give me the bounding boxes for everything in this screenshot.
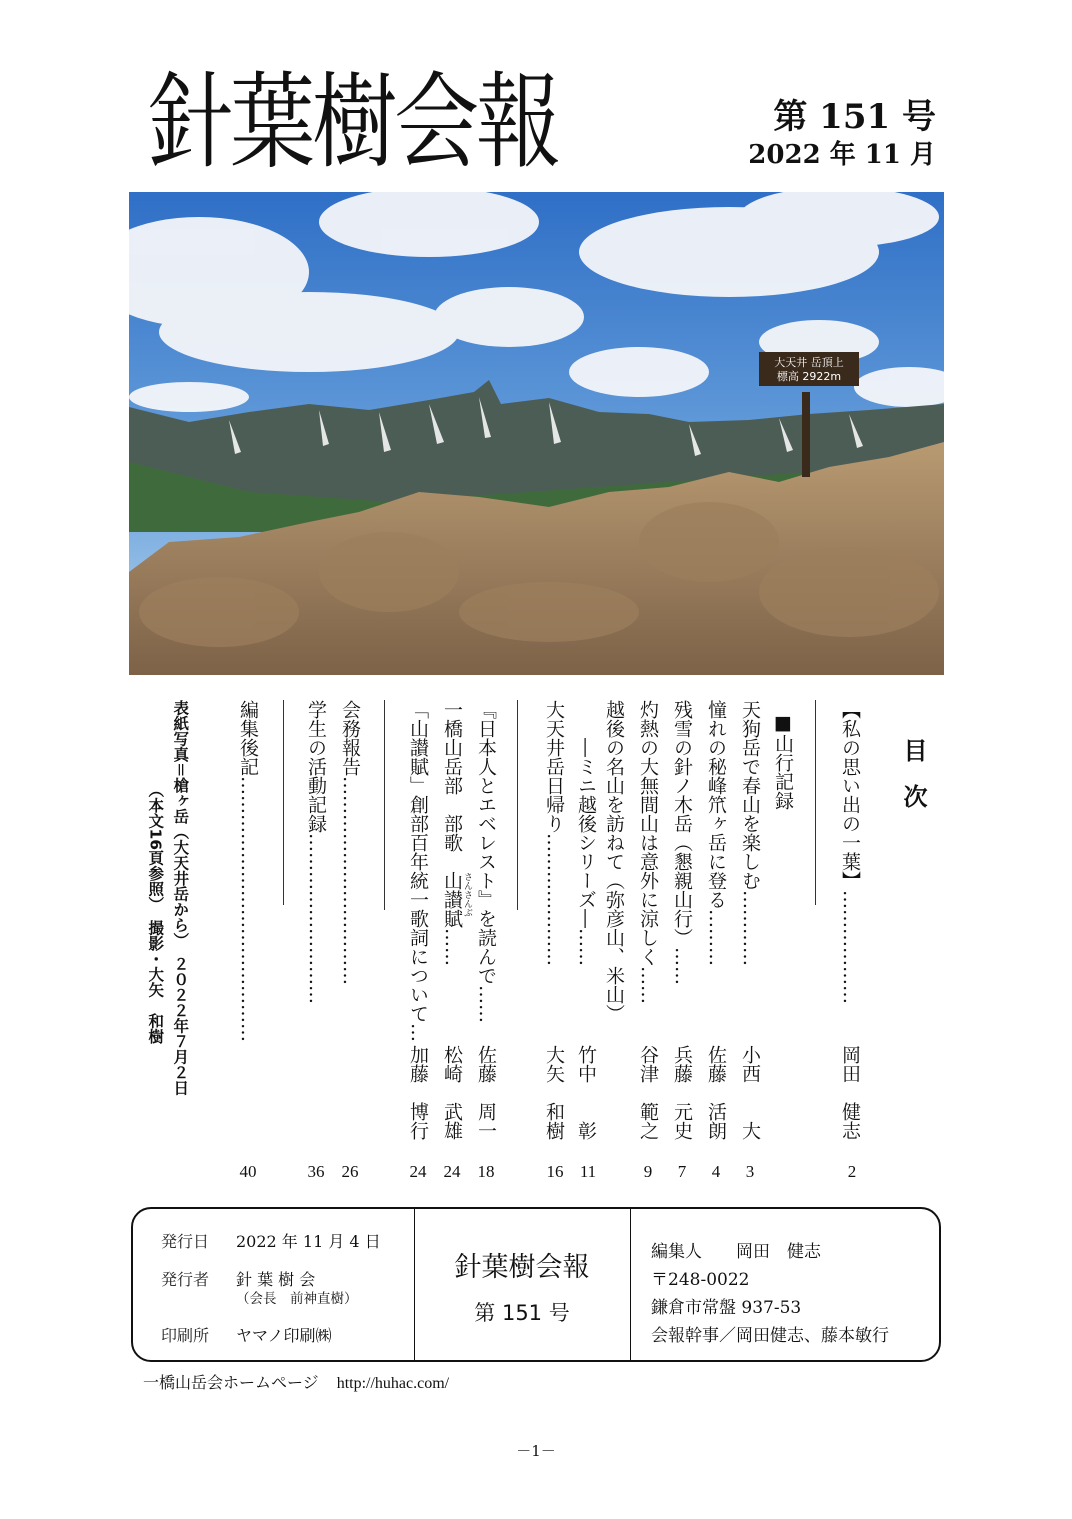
toc-page: 11 — [579, 1162, 597, 1181]
toc-author: 谷津 範之 — [637, 1045, 659, 1140]
photo-caption-line2: （本文16頁参照） 撮影・大矢 和樹 — [146, 782, 165, 1044]
homepage-line — [143, 1370, 449, 1393]
colophon-address: 鎌倉市常盤 937-53 — [651, 1298, 802, 1318]
colophon-editor: 編集人 岡田 健志 — [651, 1242, 821, 1262]
toc-divider — [283, 700, 284, 905]
toc-author: 岡田 健志 — [839, 1045, 861, 1140]
toc-page: 18 — [477, 1162, 495, 1181]
toc-divider — [517, 700, 518, 910]
toc-entry[interactable]: 一橋山岳部 部歌 山讃賦…… — [441, 700, 463, 966]
toc-entry[interactable]: 越後の名山を訪ねて（弥彦山、米山） — [603, 700, 625, 1023]
colophon-printer: 印刷所 ヤマノ印刷㈱ — [161, 1326, 332, 1345]
issue-number: 第 151 号 — [773, 97, 936, 137]
toc-entry[interactable]: 「山讃賦」創部百年統一歌詞について… — [407, 700, 429, 1042]
sign-line1: 大天井 岳頂上 — [774, 356, 844, 369]
issue-date: 2022 年 11 月 — [748, 140, 936, 170]
toc-author: 加藤 博行 — [407, 1045, 429, 1140]
page-number: －1－ — [516, 1442, 556, 1460]
toc-entry[interactable]: 会務報告…………………………… — [339, 700, 361, 985]
photo-caption-line1: 表紙写真＝槍ヶ岳（大天井岳から） ２０２２年７月２日 — [171, 700, 190, 1096]
toc-entry[interactable]: 編集後記…………………………………… — [237, 700, 259, 1042]
colophon-title: 針葉樹会報 — [454, 1252, 590, 1283]
toc-entry[interactable]: ―ミニ越後シリーズ―…… — [575, 738, 597, 966]
toc-page: 7 — [677, 1162, 687, 1181]
publication-title: 針葉樹会報 — [148, 61, 559, 183]
toc-entry[interactable]: 『日本人とエベレスト』を読んで…… — [475, 700, 497, 1023]
toc-entry[interactable]: 残雪の針ノ木岳（懇親山行）…… — [671, 700, 693, 985]
sign-line2: 標高 2922m — [776, 370, 842, 383]
toc-entry[interactable]: 学生の活動記録……………………… — [305, 700, 327, 1004]
toc-entry[interactable]: 大天井岳日帰り………………… — [543, 700, 565, 966]
colophon-issue-date: 発行日 2022 年 11 月 4 日 — [161, 1232, 381, 1251]
toc-divider — [815, 700, 816, 905]
toc-page: 16 — [546, 1162, 564, 1181]
toc-page: 36 — [307, 1162, 325, 1181]
colophon-secretaries: 会報幹事／岡田健志、藤本敏行 — [651, 1326, 889, 1346]
toc-heading: 目次 — [899, 738, 928, 830]
colophon-box — [131, 1207, 941, 1362]
toc-entry[interactable]: 【私の思い出の一葉】……………… — [839, 700, 861, 1004]
toc-page: 24 — [409, 1162, 427, 1181]
toc-author: 竹中 彰 — [575, 1045, 597, 1140]
toc-section-heading: ■山行記録 — [772, 712, 794, 810]
toc-author: 佐藤 活朗 — [705, 1045, 727, 1140]
toc-page: 40 — [239, 1162, 257, 1181]
toc-author: 佐藤 周一 — [475, 1045, 497, 1140]
colophon-issue: 第 151 号 — [474, 1301, 570, 1325]
homepage-label: 一橋山岳会ホームページ — [143, 1373, 319, 1392]
toc-page: 2 — [847, 1162, 857, 1181]
toc-divider — [384, 700, 385, 910]
toc-entry[interactable]: 憧れの秘峰笊ヶ岳に登る……… — [705, 700, 727, 966]
colophon-postal-code: 〒248-0022 — [651, 1270, 750, 1290]
toc-author: 松崎 武雄 — [441, 1045, 463, 1140]
cover-photo — [129, 192, 944, 675]
toc-page: 3 — [745, 1162, 755, 1181]
toc-entry[interactable]: 灼熱の大無間山は意外に涼しく…… — [637, 700, 659, 1004]
colophon-publisher: 発行者 針 葉 樹 会 — [161, 1270, 316, 1289]
toc-author: 小西 大 — [739, 1045, 761, 1140]
toc-author: 兵藤 元史 — [671, 1045, 693, 1140]
toc-author: 大矢 和樹 — [543, 1045, 565, 1140]
toc-page: 9 — [643, 1162, 653, 1181]
toc-entry[interactable]: 天狗岳で春山を楽しむ………… — [739, 700, 761, 966]
toc-page: 24 — [443, 1162, 461, 1181]
toc-page: 4 — [711, 1162, 721, 1181]
colophon-publisher-note: （会長 前神直樹） — [236, 1291, 358, 1307]
toc-ruby: さんさんぶ — [462, 872, 472, 917]
toc-page: 26 — [341, 1162, 359, 1181]
homepage-link[interactable]: http://huhac.com/ — [336, 1375, 450, 1392]
